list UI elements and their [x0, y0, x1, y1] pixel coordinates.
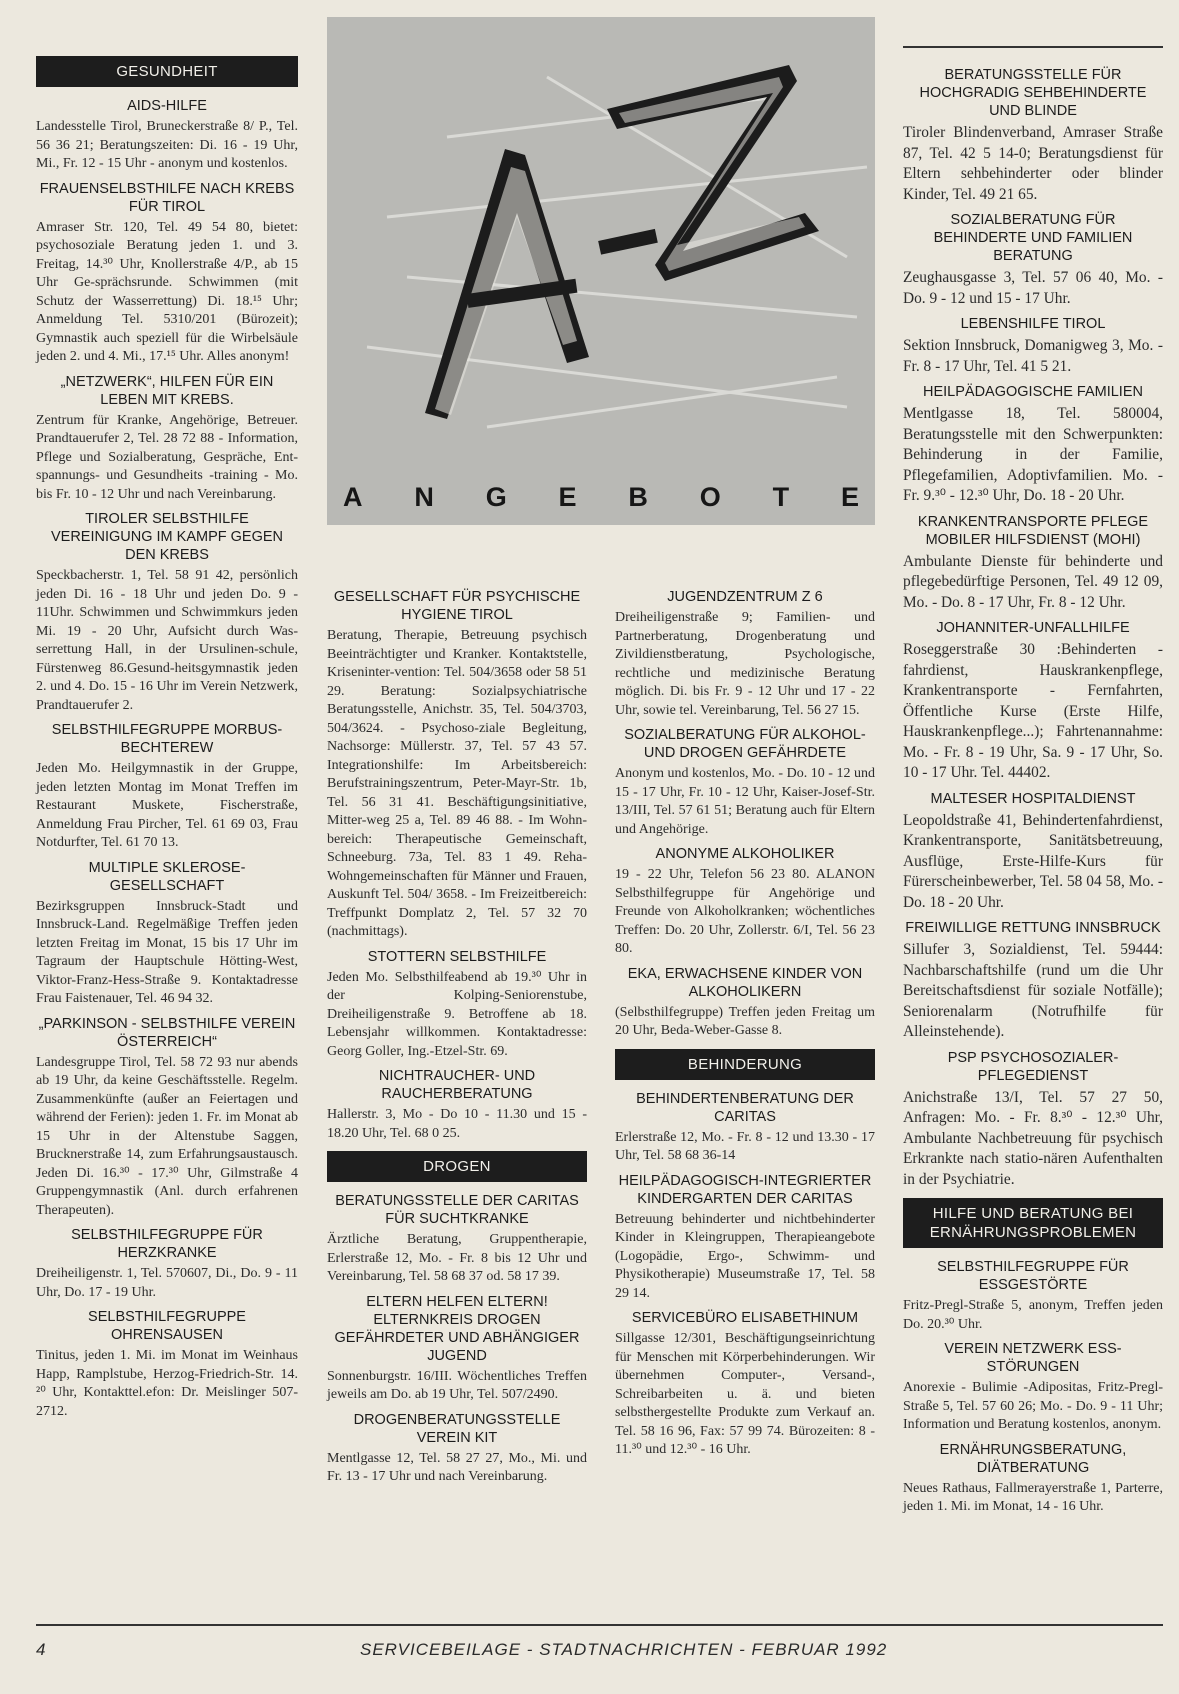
cover-artwork — [327, 17, 875, 525]
entry-title: ANONYME ALKOHOLIKER — [655, 846, 835, 862]
entry-title: HEILPÄDAGOGISCHE FAMILIEN — [923, 384, 1143, 400]
entry-title: BEHINDERTENBERATUNG DER CARITAS — [636, 1090, 854, 1125]
entry-text: Tinitus, jeden 1. Mi. im Monat im Weinhaus Happ, Ramplstube, Herzog-Friedrich-Str. 14. ²⁰ Uhr, Kontakttel.efon: Dr. Meislinger 507-2712. — [36, 1348, 298, 1419]
entry-text: Mentlgasse 18, Tel. 580004, Beratungsstelle mit den Schwerpunkten: Behinderung in der Familie, Pflegefamilien, Adoptivfamilien. Mo. - Fr. 9.³⁰ - 12.³⁰ Uhr, Do. 18 - 20 Uhr. — [903, 405, 1163, 504]
directory-entry — [615, 965, 875, 1041]
entry-title: BERATUNGSSTELLE FÜR HOCHGRADIG SEHBEHINDERTE UND BLINDE — [919, 67, 1147, 119]
entry-title: „NETZWERK“, HILFEN FÜR EIN LEBEN MIT KREBS. — [60, 373, 274, 408]
directory-entry — [903, 619, 1163, 784]
directory-entry — [903, 1441, 1163, 1517]
directory-entry — [36, 97, 298, 174]
entry-title: MALTESER HOSPITALDIENST — [930, 790, 1136, 807]
cover-letter: N — [414, 482, 434, 512]
column-top-rule — [903, 46, 1163, 48]
directory-entry — [615, 845, 875, 959]
directory-entry — [327, 1411, 587, 1487]
entry-text: Zeughausgasse 3, Tel. 57 06 40, Mo. - Do. 9 - 12 und 15 - 17 Uhr. — [903, 269, 1163, 307]
directory-entry — [615, 588, 875, 720]
directory-entry — [36, 180, 298, 367]
cover-word-angebote — [335, 482, 867, 513]
entry-list — [903, 66, 1163, 1190]
entry-text: Sektion Innsbruck, Domanigweg 3, Mo. - Fr. 8 - 17 Uhr, Tel. 41 5 21. — [903, 337, 1163, 375]
entry-text: Speckbacherstr. 1, Tel. 58 91 42, persönlich jeden Di. 16 - 18 Uhr und jeden Do. 9 - 11Uhr. Schwimmen und Schwimmkurs jeden Mi. 19 - 20 Uhr, Aufsicht durch Was-serrettung Hall, in der Ursulinen-schule, Fürstenweg 86.Gesund-heitsgymnastik jeden 2. und 4. Do. 15 - 16 Uhr im Verein Netzwerk, Prandtauerufer 2. — [36, 568, 298, 713]
entry-text: Neues Rathaus, Fallmerayerstraße 1, Parterre, jeden 1. Mi. im Monat, 14 - 16 Uhr. — [903, 1480, 1163, 1514]
entry-title: SERVICEBÜRO ELISABETHINUM — [631, 1310, 859, 1326]
directory-entry — [903, 1340, 1163, 1435]
entry-title: SELBSTHILFEGRUPPE FÜR ESSGESTÖRTE — [937, 1259, 1129, 1293]
entry-title: SOZIALBERATUNG FÜR BEHINDERTE UND FAMILIEN BERATUNG — [933, 212, 1133, 264]
entry-title: BERATUNGSSTELLE DER CARITAS FÜR SUCHTKRANKE — [335, 1193, 579, 1227]
entry-title: JOHANNITER-UNFALLHILFE — [936, 620, 1130, 636]
entry-title: PSP PSYCHOSOZIALER-PFLEGEDIENST — [947, 1049, 1119, 1084]
cover-letter: E — [558, 482, 577, 512]
page-number: 4 — [36, 1640, 46, 1659]
entry-text: Leopoldstraße 41, Behindertenfahrdienst, Krankentransporte, Sanitätsbetreuung, Ausflüge, Erste-Hilfe-Kurs für Fürerscheinbewerber, Tel. 58 04 58, Mo. - Do. 18 - 20 Uhr. — [903, 811, 1163, 911]
entry-title: ELTERN HELFEN ELTERN! ELTERNKREIS DROGEN GEFÄHRDETER UND ABHÄNGIGER JUGEND — [334, 1293, 580, 1364]
entry-text: Ärztliche Beratung, Gruppentherapie, Erlerstraße 12, Mo. - Fr. 8 bis 12 Uhr und Vereinbarung, Tel. 58 68 37 od. 58 17 39. — [327, 1232, 587, 1284]
directory-entry — [327, 1293, 587, 1405]
section-header-behinderung: BEHINDERUNG — [615, 1049, 875, 1080]
cover-letter: T — [772, 482, 790, 512]
directory-entry — [903, 1258, 1163, 1334]
entry-text: Tiroler Blindenverband, Amraser Straße 87, Tel. 42 5 14-0; Beratungsdienst für Eltern sehbehinderter oder blinder Kinder, Tel. 49 21 65. — [903, 124, 1163, 203]
entry-text: Landesgruppe Tirol, Tel. 58 72 93 nur abends ab 19 Uhr, da keine Geschäftsstelle. Regelm. Zusammenkünfte (außer an Feiertagen und während der Ferien): jeden 1. Fr. im Monat ab 15 Uhr in der Altenstube Saggen, Brucknerstraße 14, zum Erfahrungsaustausch. Jeden Di. 16.³⁰ - 17.³⁰ Uhr, Gilmstraße 4 Gruppengymnastik (Anl. durch erfahrenen Therapeuten). — [36, 1054, 298, 1218]
cover-letter: O — [699, 482, 721, 512]
entry-text: Jeden Mo. Heilgymnastik in der Gruppe, jeden letzten Montag im Monat Treffen im Restaurant Muskete, Fischerstraße, Anmeldung Frau Pircher, Tel. 61 69 03, Frau Notdurfter, Tel. 61 70 13. — [36, 761, 298, 850]
directory-entry — [327, 1067, 587, 1143]
directory-entry — [327, 1192, 587, 1287]
entry-text: Landesstelle Tirol, Bruneckerstraße 8/ P., Tel. 56 36 21; Beratungszeiten: Di. 16 - 19 Uhr, Mi., Fr. 12 - 15 Uhr - anonym und kostenlos. — [36, 119, 298, 171]
column-2 — [327, 588, 587, 1493]
entry-title: HEILPÄDAGOGISCH-INTEGRIERTER KINDERGARTEN DER CARITAS — [618, 1172, 872, 1207]
entry-text: Dreiheiligenstr. 1, Tel. 570607, Di., Do. 9 - 11 Uhr, Do. 17 - 19 Uhr. — [36, 1266, 298, 1300]
entry-text: Anonym und kostenlos, Mo. - Do. 10 - 12 und 15 - 17 Uhr, Fr. 10 - 12 Uhr, Kaiser-Josef-Str. 13/III, Tel. 57 61 51; Beratung auch für Eltern und Angehörige. — [615, 766, 875, 837]
cover-letter: G — [485, 482, 507, 512]
directory-entry — [615, 1172, 875, 1304]
entry-title: „PARKINSON - SELBSTHILFE VEREIN ÖSTERREICH“ — [38, 1015, 296, 1050]
entry-text: Beratung, Therapie, Betreuung psychisch Beeinträchtigter und Kranker. Kontaktstelle, Kriseninter-vention: Tel. 504/3658 oder 58 51 29. Beratung: Sozialpsychiatrische Beratungsstelle, Anichstr. 35, Tel. 504/3703, 504/3624. - Psychoso-ziale Begleitung, Nachsorge: Müllerstr. 37, Tel. 57 43 57. Integrationshilfe: Im Arbeitsbereich: Berufstrainingszentrum, Peter-Mayr-Str. 1b, Tel. 56 31 41. Beschäftigungsinitiative, Mitter-weg 25 a, Tel. 89 46 88. - Im Wohn-bereich: Therapeutische Gemeinschaft, Schneeburg. 73a, Tel. 83 1 49. Reha-Wohngemeinschaften für Männer und Frauen, Auskunft Tel. 504/ 3658. - Im Freizeitbereich: Treffpunkt Domplatz 2, Tel. 57 32 70 (nachmittags). — [327, 628, 587, 939]
directory-entry — [36, 510, 298, 715]
directory-entry — [36, 859, 298, 1009]
directory-entry — [615, 1090, 875, 1166]
entry-title: DROGENBERATUNGSSTELLE VEREIN KIT — [353, 1411, 561, 1446]
entry-text: Mentlgasse 12, Tel. 58 27 27, Mo., Mi. und Fr. 13 - 17 Uhr und nach Vereinbarung. — [327, 1450, 587, 1484]
directory-entry — [615, 1309, 875, 1460]
directory-entry — [615, 726, 875, 839]
cover-letter: E — [840, 482, 859, 512]
entry-title: FRAUENSELBSTHILFE NACH KREBS FÜR TIROL — [39, 180, 295, 215]
entry-title: STOTTERN SELBSTHILFE — [367, 948, 547, 965]
entry-list — [327, 1192, 587, 1487]
column-1 — [36, 48, 298, 1427]
directory-entry — [903, 790, 1163, 914]
column-3 — [615, 588, 875, 1466]
directory-entry — [36, 1015, 298, 1221]
entry-title: SOZIALBERATUNG FÜR ALKOHOL- UND DROGEN GEFÄHRDETE — [624, 727, 866, 761]
entry-text: Anichstraße 13/I, Tel. 57 27 50, Anfragen: Mo. - Fr. 8.³⁰ - 12.³⁰ Uhr, Ambulante Nachbetreuung für psychisch Erkrankte nach statio-nären Aufenthalten in der Psychiatrie. — [903, 1088, 1163, 1188]
entry-list — [36, 97, 298, 1421]
entry-text: Amraser Str. 120, Tel. 49 54 80, bietet: psychosoziale Beratung jeden 1. und 3. Freitag, 14.³⁰ Uhr, Knollerstraße 4/P., ab 15 Uhr Ge-sprächsrunde. Schwimmen (mit Schutz der Wasserrettung) Di. 18.¹⁵ Uhr; Anmeldung Tel. 5310/201 (Bürozeit); Gymnastik auch speziell für die Wirbelsäule jeden 2. und 4. Mi., 17.¹⁵ Uhr. Alles anonym! — [36, 219, 298, 364]
entry-text: Ambulante Dienste für behinderte und pflegebedürftige Personen, Tel. 49 12 09, Mo. - Do. 8 - 17 Uhr, Fr. 8 - 12 Uhr. — [903, 552, 1163, 611]
directory-entry — [903, 383, 1163, 507]
entry-list — [615, 1090, 875, 1460]
entry-title: AIDS-HILFE — [127, 98, 207, 114]
directory-entry — [903, 315, 1163, 377]
entry-title: GESELLSCHAFT FÜR PSYCHISCHE HYGIENE TIROL — [333, 589, 581, 623]
directory-entry — [36, 1308, 298, 1421]
directory-entry — [903, 513, 1163, 614]
entry-text: Sillufer 3, Sozialdienst, Tel. 59444: Nachbarschaftshilfe (rund um die Uhr Bereitschaftsdienst für soziale Notfälle); Seniorenalarm (Notrufhilfe für Alleinstehende). — [903, 941, 1163, 1040]
entry-title: FREIWILLIGE RETTUNG INNSBRUCK — [905, 920, 1161, 936]
directory-entry — [327, 948, 587, 1062]
entry-text: Betreuung behinderter und nichtbehinderter Kinder in Kleingruppen, Therapieangebote (Logopädie, Ergo-, Schwimm- und Physikotherapie) Museumstraße 17, Tel. 58 29 14. — [615, 1211, 875, 1301]
entry-list — [903, 1258, 1163, 1517]
entry-text: Sonnenburgstr. 16/III. Wöchentliches Treffen jeweils am Do. ab 19 Uhr, Tel. 507/2490. — [327, 1368, 587, 1402]
entry-title: SELBSTHILFEGRUPPE MORBUS-BECHTEREW — [51, 722, 283, 756]
entry-list — [327, 588, 587, 1143]
entry-title: SELBSTHILFEGRUPPE OHRENSAUSEN — [88, 1309, 246, 1343]
entry-text: Roseggerstraße 30 :Behinderten - fahrdienst, Hauskrankenpflege, Krankentransporte - Fernfahrten, Öffentliche Kurse (Erste Hilfe, Hauskrankenpflege...); Fahrtenannahme: Mo. - Fr. 8 - 19 Uhr, Sa. 9 - 17 Uhr, So. 10 - 17 Uhr. Tel. 44402. — [903, 641, 1163, 781]
entry-title: MULTIPLE SKLEROSE-GESELLSCHAFT — [88, 859, 246, 894]
entry-list — [615, 588, 875, 1041]
directory-entry — [903, 1049, 1163, 1191]
entry-text: Jeden Mo. Selbsthilfeabend ab 19.³⁰ Uhr in der Kolping-Seniorenstube, Dreiheiligenstraße 9. Betroffene ab 18. Lebensjahr willkommen. Kontaktadresse: Georg Goller, Ing.-Etzel-Str. 69. — [327, 969, 587, 1059]
entry-text: (Selbsthilfegruppe) Treffen jeden Freitag um 20 Uhr, Beda-Weber-Gasse 8. — [615, 1004, 875, 1038]
column-4 — [903, 46, 1163, 1523]
entry-text: Erlerstraße 12, Mo. - Fr. 8 - 12 und 13.30 - 17 Uhr, Tel. 58 68 36-14 — [615, 1129, 875, 1163]
directory-entry — [903, 66, 1163, 205]
entry-text: Sillgasse 12/301, Beschäftigungseinrichtung für Menschen mit Körperbehinderungen. Wir übernehmen Computer-, Versand-, Schreibarbeiten u. ä. und bieten selbsthergestellte Produkte zum Verkauf an. Tel. 58 16 96, Fax: 57 99 74. Bürozeiten: 8 - 11.³⁰ und 12.³⁰ - 16 Uhr. — [615, 1331, 875, 1457]
entry-text: Fritz-Pregl-Straße 5, anonym, Treffen jeden Do. 20.³⁰ Uhr. — [903, 1298, 1163, 1332]
footer-rule — [36, 1624, 1163, 1626]
directory-entry — [903, 919, 1163, 1043]
cover-letter: B — [628, 482, 648, 512]
entry-text: Hallerstr. 3, Mo - Do 10 - 11.30 und 15 - 18.20 Uhr, Tel. 68 0 25. — [327, 1107, 587, 1141]
section-header-drogen: DROGEN — [327, 1151, 587, 1182]
entry-title: NICHTRAUCHER- UND RAUCHERBERATUNG — [378, 1068, 536, 1102]
entry-title: SELBSTHILFEGRUPPE FÜR HERZKRANKE — [71, 1227, 263, 1261]
footer-title: SERVICEBEILAGE - STADTNACHRICHTEN - FEBRUAR 1992 — [360, 1640, 888, 1659]
entry-title: KRANKENTRANSPORTE PFLEGE MOBILER HILFSDIENST (MOHI) — [917, 513, 1149, 548]
directory-entry — [36, 721, 298, 853]
directory-entry — [36, 1226, 298, 1302]
directory-entry — [36, 373, 298, 505]
section-header-ernaehrung: HILFE UND BERATUNG BEI ERNÄHRUNGSPROBLEMEN — [903, 1198, 1163, 1248]
entry-title: LEBENSHILFE TIROL — [960, 316, 1106, 332]
section-header-gesundheit: GESUNDHEIT — [36, 56, 298, 87]
directory-entry — [327, 588, 587, 942]
entry-text: Anorexie - Bulimie -Adipositas, Fritz-Pregl-Straße 5, Tel. 57 60 26; Mo. - Do. 9 - 11 Uhr; Information und Beratung kostenlos, anonym. — [903, 1380, 1163, 1432]
entry-title: EKA, ERWACHSENE KINDER VON ALKOHOLIKERN — [627, 965, 863, 1000]
entry-text: Dreiheiligenstraße 9; Familien- und Partnerberatung, Drogenberatung und Zivildienstberatung, Psychologische, rechtliche und medizinische Beratung möglich. Di. bis Fr. 9 - 12 Uhr und 17 - 22 Uhr, sowie tel. Vereinbarung, Tel. 56 27 15. — [615, 610, 875, 718]
entry-title: TIROLER SELBSTHILFE VEREINIGUNG IM KAMPF GEGEN DEN KREBS — [50, 511, 284, 563]
entry-title: VEREIN NETZWERK ESS-STÖRUNGEN — [944, 1341, 1122, 1375]
entry-text: Bezirksgruppen Innsbruck-Stadt und Innsbruck-Land. Regelmäßige Treffen jeden letzten Freitag im Monat, 15 bis 17 Uhr im Tagraum der Hauptschule Hötting-West, Viktor-Franz-Hess-Straße 9. Kontaktadresse Frau Faistenauer, Tel. 46 94 32. — [36, 898, 298, 1006]
directory-entry — [903, 211, 1163, 309]
az-lettering-graphic — [327, 17, 875, 525]
entry-text: 19 - 22 Uhr, Telefon 56 23 80. ALANON Selbsthilfegruppe für Angehörige und Freunde von Alkoholkranken; wöchentliches Treffen: Do. 20 Uhr, Zollerstr. 6/I, Tel. 56 23 80. — [615, 867, 875, 956]
cover-letter: A — [343, 482, 363, 512]
entry-title: JUGENDZENTRUM Z 6 — [667, 589, 823, 605]
entry-title: ERNÄHRUNGSBERATUNG, DIÄTBERATUNG — [939, 1441, 1127, 1476]
entry-text: Zentrum für Kranke, Angehörige, Betreuer. Prandtauerufer 2, Tel. 28 72 88 - Information, Pflege und Sozialberatung, Gespräche, Ent-spannungs- und Gesundheits -training - Mo. bis Fr. 10 - 12 Uhr und nach Vereinbarung. — [36, 412, 298, 502]
